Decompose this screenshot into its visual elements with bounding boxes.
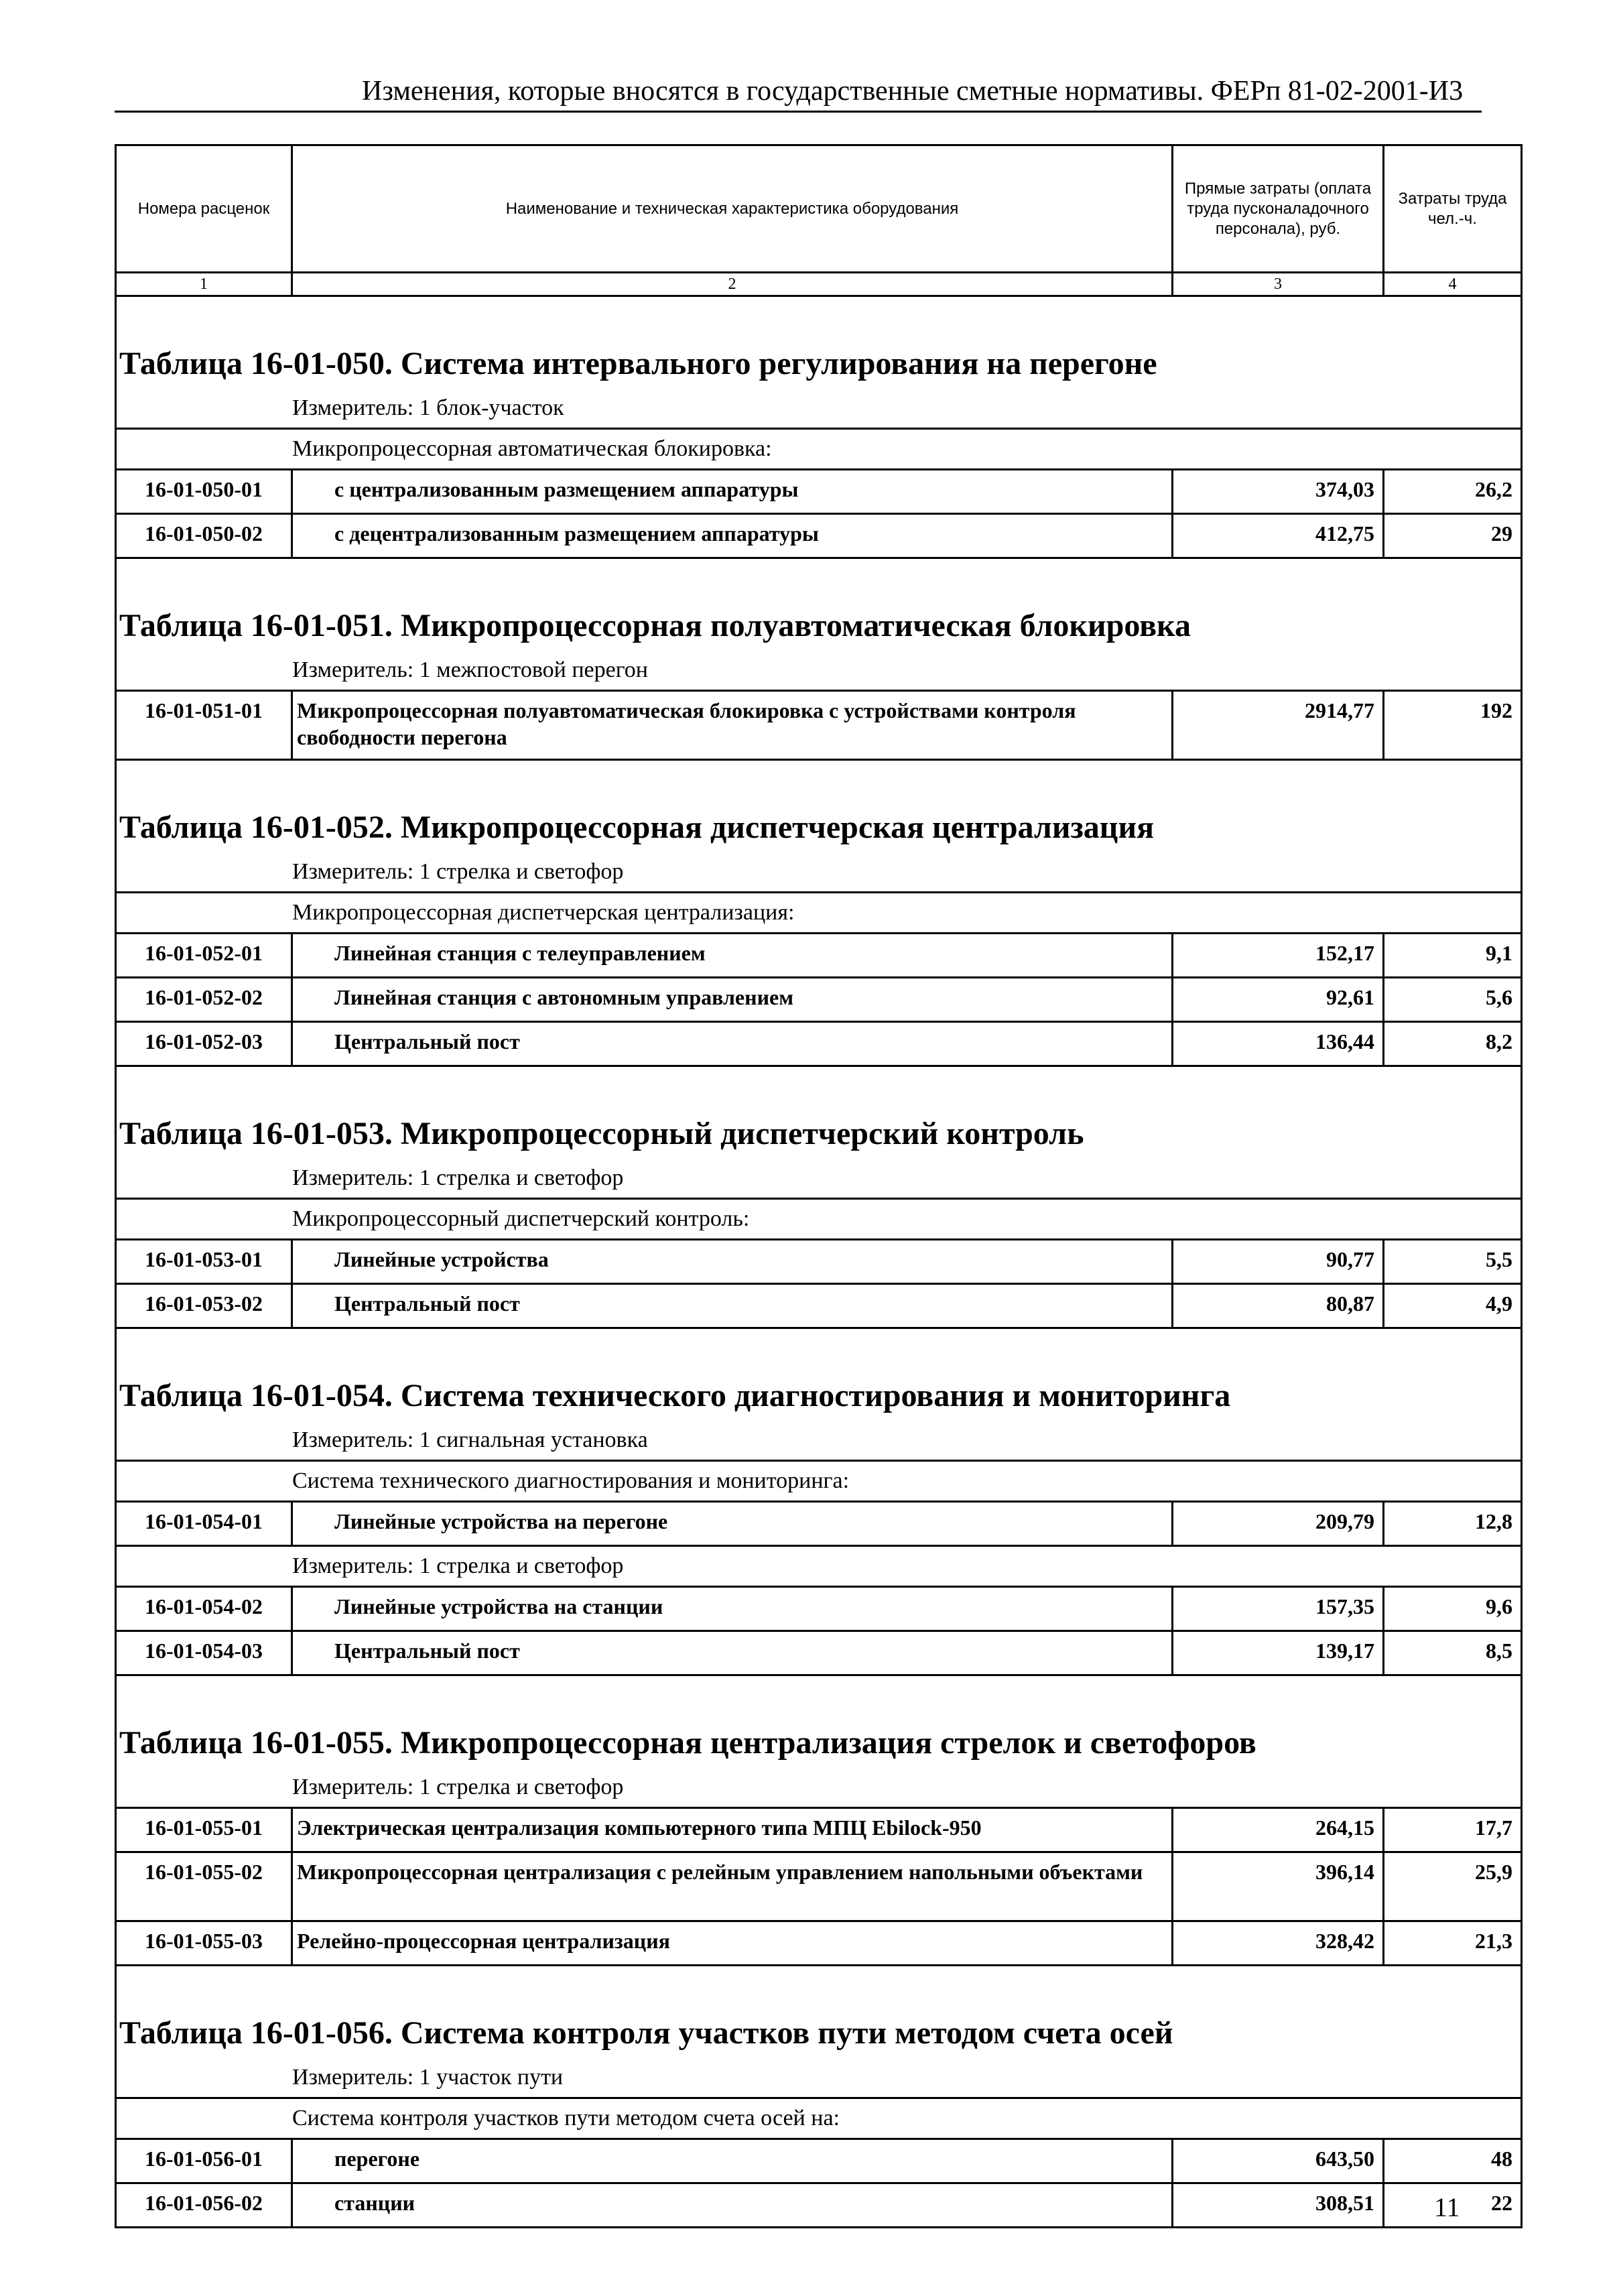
direct-cost: 136,44 bbox=[1173, 1022, 1384, 1066]
page-number: 11 bbox=[1434, 2192, 1460, 2222]
direct-cost: 80,87 bbox=[1173, 1284, 1384, 1328]
equipment-name: Микропроцессорная полуавтоматическая блокировка с устройствами контроля свободности перегона bbox=[292, 691, 1173, 760]
equipment-name: станции bbox=[292, 2183, 1173, 2228]
rate-code: 16-01-052-01 bbox=[116, 934, 292, 978]
equipment-name: с централизованным размещением аппаратуры bbox=[292, 470, 1173, 514]
table-row bbox=[116, 2183, 1522, 2228]
rate-code: 16-01-054-01 bbox=[116, 1502, 292, 1546]
subheading: Система контроля участков пути методом счета осей на: bbox=[116, 2098, 1522, 2139]
labor-cost: 5,5 bbox=[1384, 1240, 1522, 1284]
equipment-name: Линейная станция с телеуправлением bbox=[292, 934, 1173, 978]
table-row bbox=[116, 1852, 1522, 1921]
column-header-name: Наименование и техническая характеристика оборудования bbox=[292, 145, 1173, 273]
measure-unit-row bbox=[116, 2058, 1522, 2098]
column-header-cost: Прямые затраты (оплата труда пусконаладочного персонала), руб. bbox=[1173, 145, 1384, 273]
section-title: Таблица 16-01-054. Система технического диагностирования и мониторинга bbox=[116, 1328, 1522, 1421]
section-title: Таблица 16-01-056. Система контроля участков пути методом счета осей bbox=[116, 1966, 1522, 2059]
rate-code: 16-01-055-03 bbox=[116, 1921, 292, 1966]
rate-code: 16-01-052-02 bbox=[116, 978, 292, 1022]
section-title: Таблица 16-01-052. Микропроцессорная диспетчерская централизация bbox=[116, 760, 1522, 853]
measure-unit: Измеритель: 1 сигнальная установка bbox=[116, 1421, 1522, 1461]
equipment-name: Электрическая централизация компьютерного типа МПЦ Ebilock-950 bbox=[292, 1808, 1173, 1852]
running-header: Изменения, которые вносятся в государственные сметные нормативы. ФЕРп 81-02-2001-И3 bbox=[362, 76, 1464, 107]
measure-unit: Измеритель: 1 межпостовой перегон bbox=[116, 651, 1522, 691]
equipment-name: Линейные устройства на станции bbox=[292, 1587, 1173, 1631]
equipment-name: Линейная станция с автономным управлением bbox=[292, 978, 1173, 1022]
column-number: 4 bbox=[1384, 273, 1522, 296]
subheading-row bbox=[116, 1546, 1522, 1587]
subheading: Микропроцессорная диспетчерская централизация: bbox=[116, 893, 1522, 934]
subheading: Микропроцессорная автоматическая блокировка: bbox=[116, 429, 1522, 470]
table-row bbox=[116, 1587, 1522, 1631]
column-number: 3 bbox=[1173, 273, 1384, 296]
table-row bbox=[116, 1921, 1522, 1966]
table-header-row bbox=[116, 145, 1522, 273]
subheading-row bbox=[116, 893, 1522, 934]
rate-code: 16-01-055-01 bbox=[116, 1808, 292, 1852]
direct-cost: 308,51 bbox=[1173, 2183, 1384, 2228]
rate-code: 16-01-052-03 bbox=[116, 1022, 292, 1066]
section-title: Таблица 16-01-051. Микропроцессорная полуавтоматическая блокировка bbox=[116, 558, 1522, 651]
section-title: Таблица 16-01-055. Микропроцессорная централизация стрелок и светофоров bbox=[116, 1675, 1522, 1769]
direct-cost: 328,42 bbox=[1173, 1921, 1384, 1966]
direct-cost: 2914,77 bbox=[1173, 691, 1384, 760]
measure-unit-row bbox=[116, 651, 1522, 691]
labor-cost: 8,2 bbox=[1384, 1022, 1522, 1066]
subheading-row bbox=[116, 2098, 1522, 2139]
table-row bbox=[116, 978, 1522, 1022]
measure-unit-row bbox=[116, 1421, 1522, 1461]
direct-cost: 412,75 bbox=[1173, 514, 1384, 558]
rate-code: 16-01-051-01 bbox=[116, 691, 292, 760]
direct-cost: 90,77 bbox=[1173, 1240, 1384, 1284]
measure-unit: Измеритель: 1 участок пути bbox=[116, 2058, 1522, 2098]
rate-code: 16-01-053-01 bbox=[116, 1240, 292, 1284]
direct-cost: 92,61 bbox=[1173, 978, 1384, 1022]
labor-cost: 9,1 bbox=[1384, 934, 1522, 978]
measure-unit-row bbox=[116, 389, 1522, 429]
column-header-codes: Номера расценок bbox=[116, 145, 292, 273]
direct-cost: 157,35 bbox=[1173, 1587, 1384, 1631]
column-number: 1 bbox=[116, 273, 292, 296]
column-number: 2 bbox=[292, 273, 1173, 296]
measure-unit: Измеритель: 1 стрелка и светофор bbox=[116, 1768, 1522, 1808]
header-rule bbox=[115, 111, 1482, 113]
rate-code: 16-01-055-02 bbox=[116, 1852, 292, 1921]
labor-cost: 12,8 bbox=[1384, 1502, 1522, 1546]
table-row bbox=[116, 1240, 1522, 1284]
table-row bbox=[116, 514, 1522, 558]
equipment-name: Линейные устройства на перегоне bbox=[292, 1502, 1173, 1546]
equipment-name: с децентрализованным размещением аппаратуры bbox=[292, 514, 1173, 558]
equipment-name: Центральный пост bbox=[292, 1022, 1173, 1066]
labor-cost: 21,3 bbox=[1384, 1921, 1522, 1966]
measure-unit: Измеритель: 1 стрелка и светофор bbox=[116, 852, 1522, 893]
direct-cost: 139,17 bbox=[1173, 1631, 1384, 1675]
table-row bbox=[116, 1284, 1522, 1328]
measure-unit-row bbox=[116, 852, 1522, 893]
subheading: Система технического диагностирования и мониторинга: bbox=[116, 1461, 1522, 1502]
rate-code: 16-01-056-02 bbox=[116, 2183, 292, 2228]
labor-cost: 22 bbox=[1384, 2183, 1522, 2228]
rate-code: 16-01-054-02 bbox=[116, 1587, 292, 1631]
direct-cost: 374,03 bbox=[1173, 470, 1384, 514]
labor-cost: 4,9 bbox=[1384, 1284, 1522, 1328]
direct-cost: 396,14 bbox=[1173, 1852, 1384, 1921]
table-row bbox=[116, 691, 1522, 760]
rate-code: 16-01-053-02 bbox=[116, 1284, 292, 1328]
equipment-name: Центральный пост bbox=[292, 1631, 1173, 1675]
rate-code: 16-01-050-02 bbox=[116, 514, 292, 558]
labor-cost: 5,6 bbox=[1384, 978, 1522, 1022]
labor-cost: 26,2 bbox=[1384, 470, 1522, 514]
direct-cost: 264,15 bbox=[1173, 1808, 1384, 1852]
section-title-row bbox=[116, 1328, 1522, 1421]
section-title: Таблица 16-01-053. Микропроцессорный диспетчерский контроль bbox=[116, 1066, 1522, 1159]
table-row bbox=[116, 934, 1522, 978]
section-title: Таблица 16-01-050. Система интервального регулирования на перегоне bbox=[116, 296, 1522, 389]
subheading: Микропроцессорный диспетчерский контроль: bbox=[116, 1199, 1522, 1240]
measure-unit: Измеритель: 1 блок-участок bbox=[116, 389, 1522, 429]
measure-unit: Измеритель: 1 стрелка и светофор bbox=[116, 1159, 1522, 1199]
rates-table bbox=[115, 144, 1523, 2228]
table-row bbox=[116, 1022, 1522, 1066]
section-title-row bbox=[116, 558, 1522, 651]
labor-cost: 8,5 bbox=[1384, 1631, 1522, 1675]
direct-cost: 152,17 bbox=[1173, 934, 1384, 978]
table-row bbox=[116, 1631, 1522, 1675]
table-row bbox=[116, 470, 1522, 514]
equipment-name: перегоне bbox=[292, 2139, 1173, 2183]
section-title-row bbox=[116, 1675, 1522, 1769]
equipment-name: Линейные устройства bbox=[292, 1240, 1173, 1284]
subheading: Измеритель: 1 стрелка и светофор bbox=[116, 1546, 1522, 1587]
labor-cost: 25,9 bbox=[1384, 1852, 1522, 1921]
equipment-name: Микропроцессорная централизация с релейным управлением напольными объектами bbox=[292, 1852, 1173, 1921]
labor-cost: 192 bbox=[1384, 691, 1522, 760]
column-number-row bbox=[116, 273, 1522, 296]
section-title-row bbox=[116, 760, 1522, 853]
rate-code: 16-01-056-01 bbox=[116, 2139, 292, 2183]
table-row bbox=[116, 1502, 1522, 1546]
rate-code: 16-01-054-03 bbox=[116, 1631, 292, 1675]
labor-cost: 9,6 bbox=[1384, 1587, 1522, 1631]
subheading-row bbox=[116, 1461, 1522, 1502]
direct-cost: 209,79 bbox=[1173, 1502, 1384, 1546]
measure-unit-row bbox=[116, 1159, 1522, 1199]
equipment-name: Центральный пост bbox=[292, 1284, 1173, 1328]
subheading-row bbox=[116, 429, 1522, 470]
section-title-row bbox=[116, 1966, 1522, 2059]
subheading-row bbox=[116, 1199, 1522, 1240]
table-row bbox=[116, 1808, 1522, 1852]
section-title-row bbox=[116, 296, 1522, 389]
rate-code: 16-01-050-01 bbox=[116, 470, 292, 514]
equipment-name: Релейно-процессорная централизация bbox=[292, 1921, 1173, 1966]
section-title-row bbox=[116, 1066, 1522, 1159]
labor-cost: 48 bbox=[1384, 2139, 1522, 2183]
measure-unit-row bbox=[116, 1768, 1522, 1808]
table-row bbox=[116, 2139, 1522, 2183]
column-header-labor: Затраты труда чел.-ч. bbox=[1384, 145, 1522, 273]
labor-cost: 17,7 bbox=[1384, 1808, 1522, 1852]
direct-cost: 643,50 bbox=[1173, 2139, 1384, 2183]
labor-cost: 29 bbox=[1384, 514, 1522, 558]
